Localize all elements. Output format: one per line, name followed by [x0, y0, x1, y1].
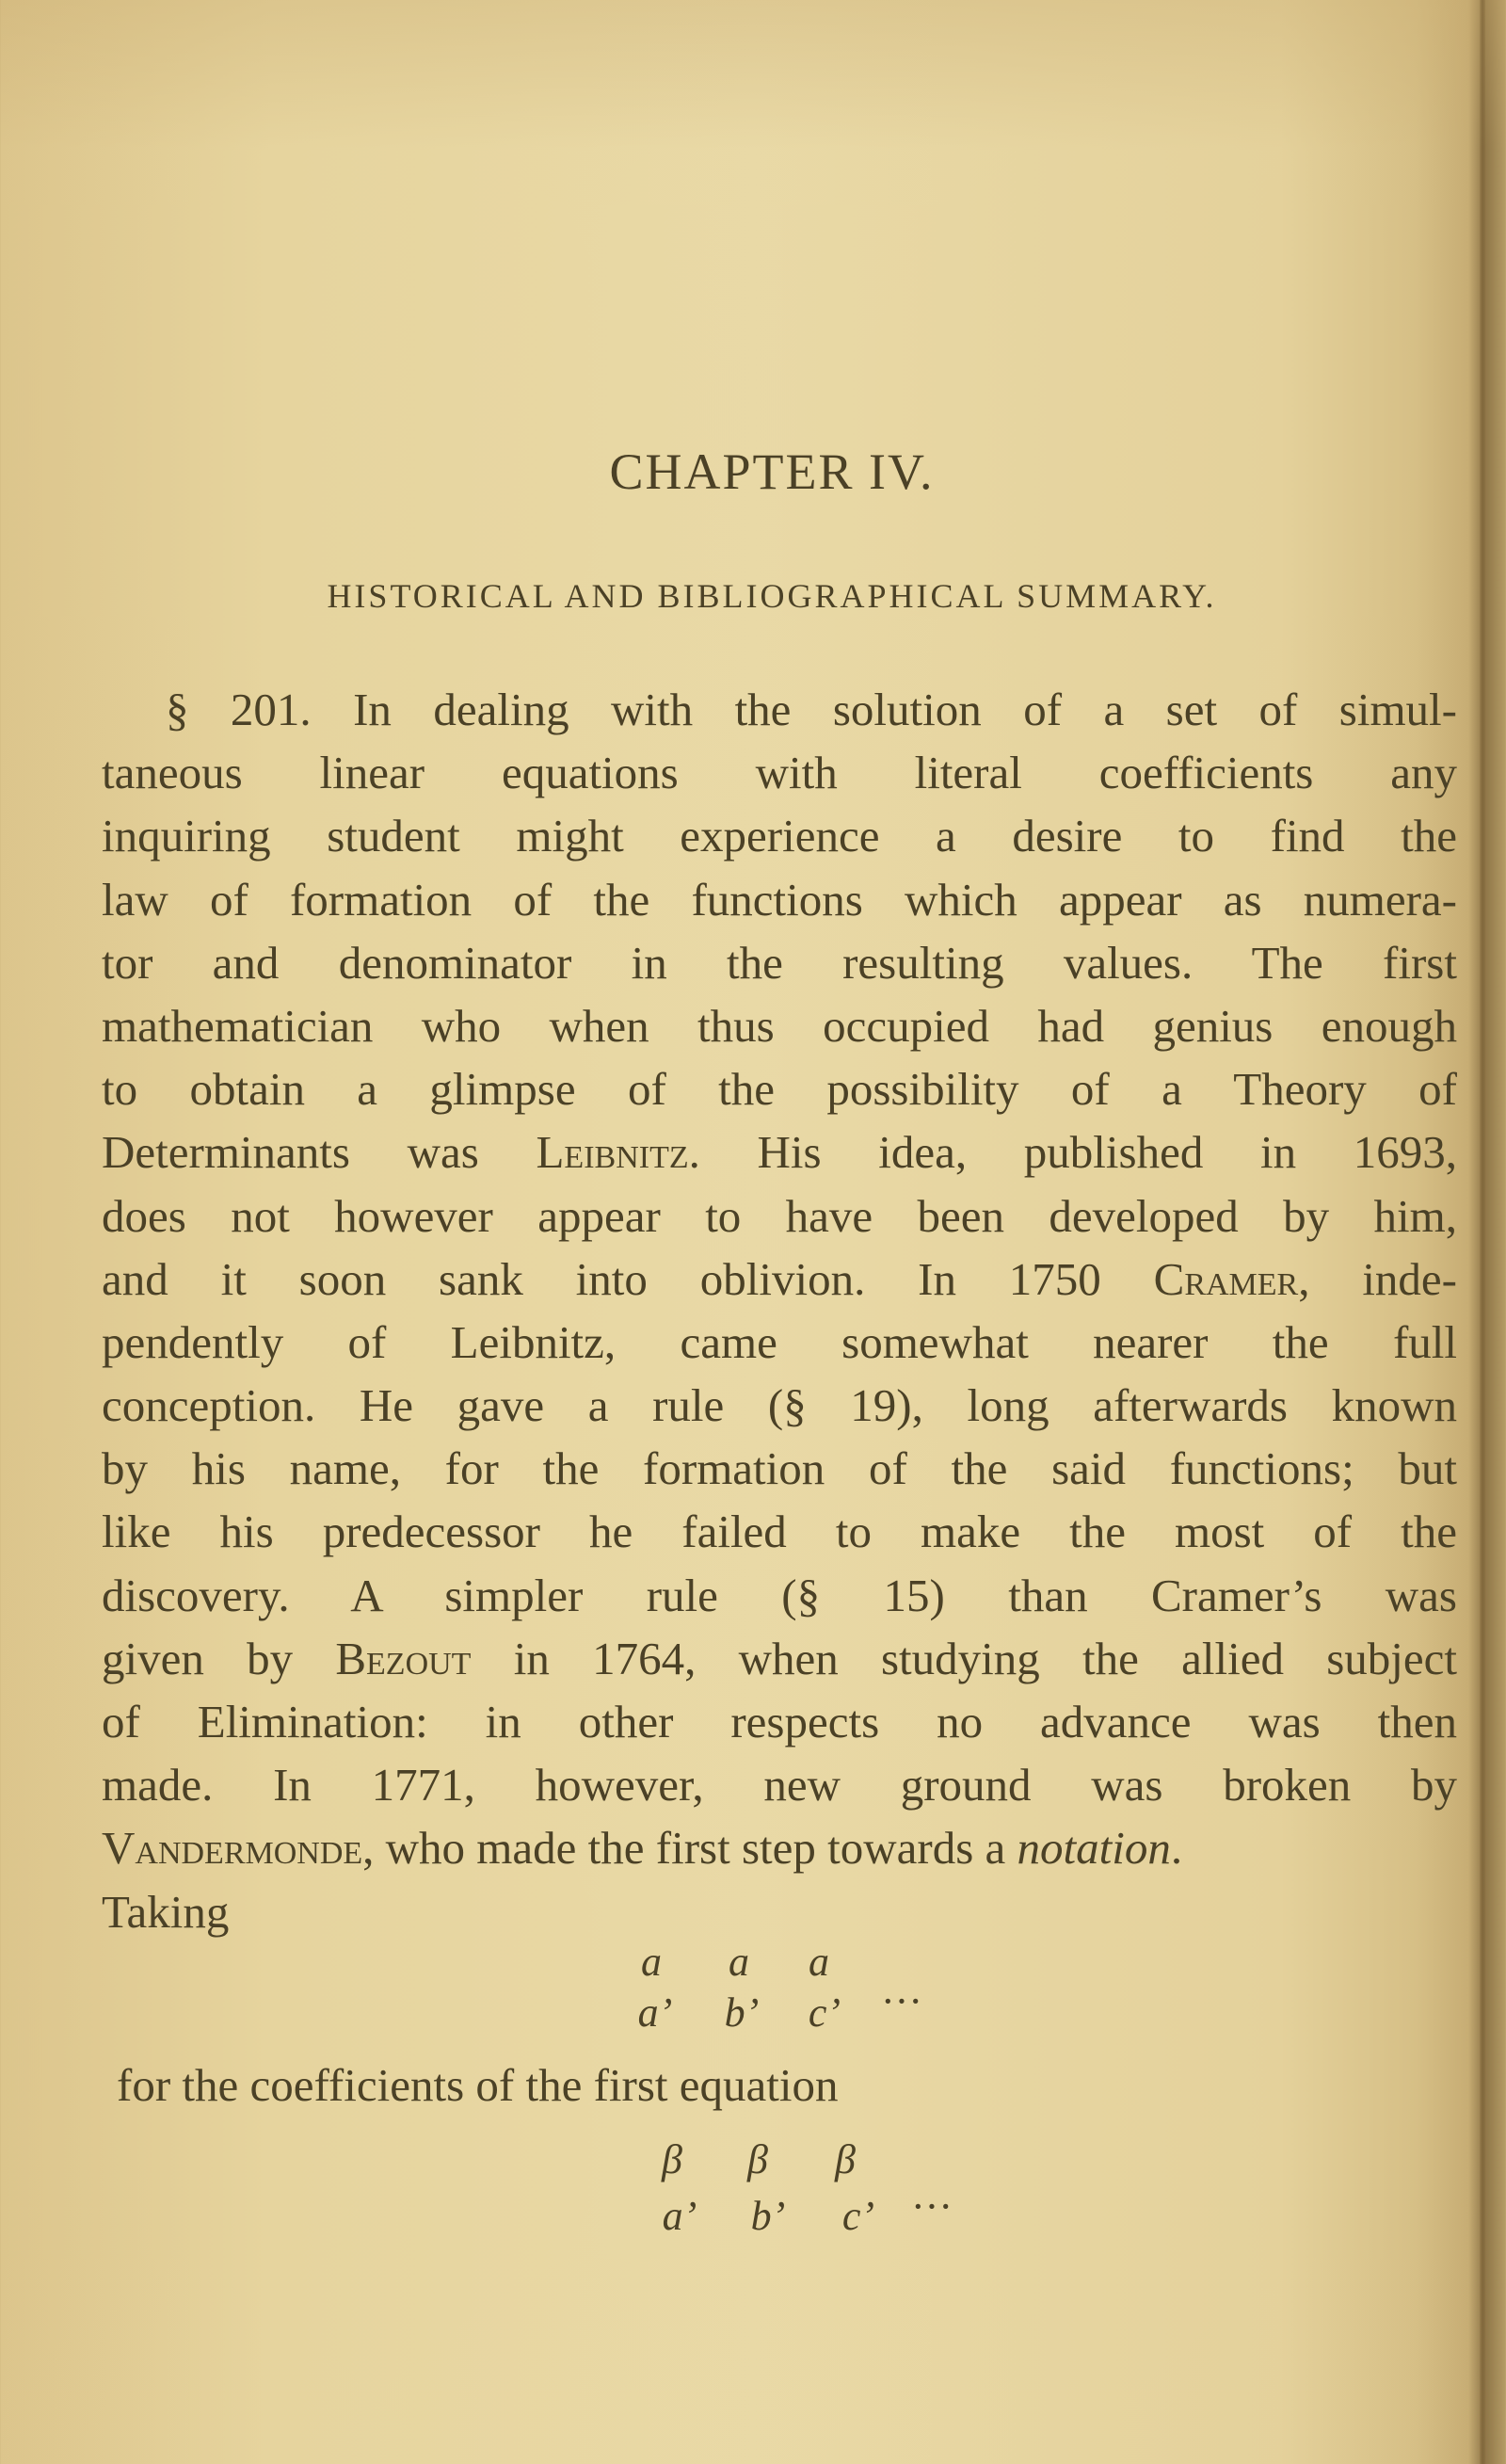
formula-beta-top-3: β [835, 2136, 856, 2182]
page-edge [1480, 0, 1485, 2464]
text-segment: inquiring student might experience a desire to find the [102, 810, 1457, 862]
paragraph-201 [102, 678, 1457, 1943]
text-segment: mathematician who when thus occupied had genius enough [102, 999, 1457, 1052]
text-segment: by his name, for the formation of the said functions; but [102, 1442, 1457, 1495]
text-segment: pendently of Leibnitz, came somewhat nearer the full [102, 1315, 1457, 1368]
formula-alpha-ellipsis: ··· [881, 1978, 922, 2024]
italic-term: notation [1017, 1822, 1171, 1875]
text-segment: law of formation of the functions which appear as numera- [102, 873, 1457, 926]
chapter-subtitle: HISTORICAL AND BIBLIOGRAPHICAL SUMMARY. [327, 577, 1217, 615]
formula-alpha-bottom-1: a’ [637, 1989, 673, 2036]
text-segment: does not however appear to have been developed by him, [102, 1189, 1457, 1242]
text-line [102, 931, 1457, 994]
text-segment: in 1764, when studying the allied subject [471, 1632, 1457, 1684]
formula-beta-bottom-3: c’ [841, 2193, 875, 2239]
text-line [102, 741, 1457, 804]
text-segment: of Elimination: in other respects no advance was then [102, 1696, 1457, 1747]
text-line [102, 994, 1457, 1057]
text-line [102, 1248, 1457, 1311]
formula-beta-top-2: β [747, 2136, 768, 2182]
text-segment: made. In 1771, however, new ground was broken by [102, 1759, 1457, 1812]
formula-alpha-top-1: a [641, 1939, 662, 1985]
text-segment: and it soon sank into oblivion. In 1750 [102, 1252, 1154, 1305]
text-line [102, 1184, 1457, 1248]
text-segment: discovery. A simpler rule (§ 15) than Cramer’s was [102, 1569, 1457, 1621]
text-line [102, 1311, 1457, 1374]
text-segment: § 201. In dealing with the solution of a set of simul- [166, 684, 1457, 735]
text-line [102, 1564, 1457, 1627]
name-small-caps: Vandermonde [102, 1822, 363, 1875]
text-segment: conception. He gave a rule (§ 19), long afterwards known [102, 1379, 1457, 1432]
text-segment: taneous linear equations with literal coefficients any [102, 747, 1457, 799]
text-line [102, 1437, 1457, 1500]
text-line [102, 1753, 1457, 1816]
page-shading [0, 0, 1506, 151]
formula-beta-top-1: β [662, 2136, 682, 2182]
formula-alpha-top-2: a [729, 1939, 749, 1985]
text-segment: Taking [102, 1885, 230, 1938]
name-small-caps: Cramer [1153, 1252, 1299, 1305]
text-segment: , inde- [1298, 1252, 1457, 1305]
text-segment: like his predecessor he failed to make the most of the [102, 1506, 1457, 1558]
text-line [102, 1500, 1457, 1563]
text-segment: tor and denominator in the resulting values. The first [102, 936, 1457, 989]
text-line [102, 1120, 1457, 1184]
formula-alpha-top-3: a [809, 1939, 829, 1985]
formula-alpha-bottom-3: c’ [808, 1989, 841, 2036]
name-small-caps: Leibnitz [536, 1126, 689, 1179]
text-line [102, 1374, 1457, 1437]
text-line [102, 678, 1457, 741]
text-line [102, 868, 1457, 931]
text-line [102, 1880, 1457, 1943]
text-segment: Determinants was [102, 1126, 537, 1179]
name-small-caps: Bezout [335, 1632, 472, 1684]
formula-alpha-bottom-2: b’ [724, 1989, 760, 2036]
chapter-title: CHAPTER IV. [609, 443, 935, 500]
text-line [102, 1627, 1457, 1690]
formula-beta-bottom-2: b’ [750, 2193, 786, 2239]
formula-beta-ellipsis: ··· [911, 2183, 953, 2230]
text-line [102, 804, 1457, 867]
text-line [102, 1690, 1457, 1753]
text-segment: . His idea, published in 1693, [688, 1126, 1457, 1179]
text-segment: given by [102, 1632, 336, 1684]
connector-text: for the coefficients of the first equation [117, 2059, 839, 2111]
text-segment: , who made the first step towards a [362, 1822, 1017, 1875]
text-line [102, 1816, 1457, 1879]
text-segment: . [1170, 1822, 1183, 1875]
formula-beta-bottom-1: a’ [662, 2193, 697, 2239]
text-line [102, 1057, 1457, 1120]
text-segment: to obtain a glimpse of the possibility of a Theory of [102, 1063, 1457, 1116]
